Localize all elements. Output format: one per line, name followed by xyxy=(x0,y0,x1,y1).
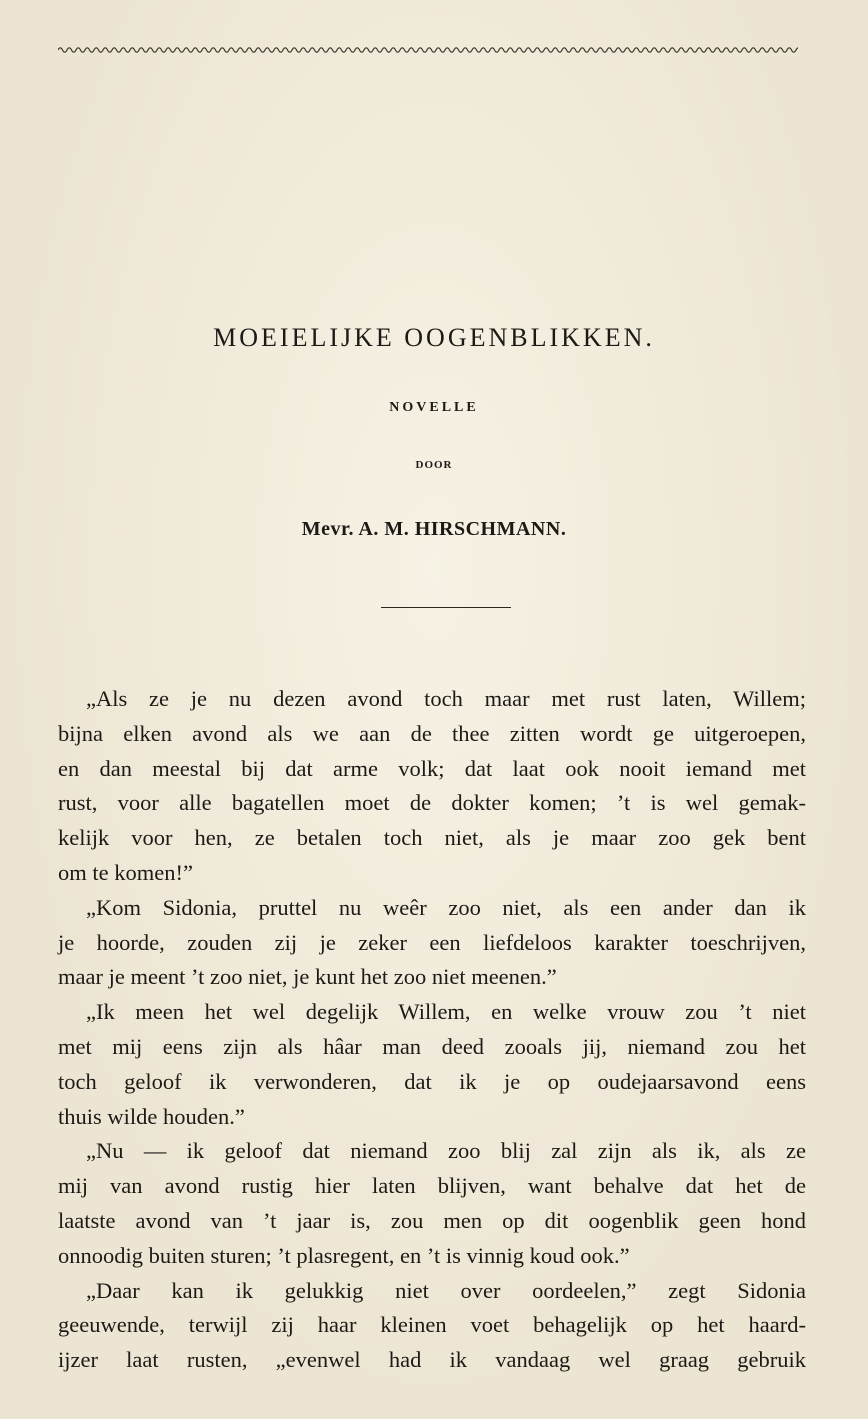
byline-label: DOOR xyxy=(415,459,453,471)
paragraph xyxy=(58,1274,806,1378)
text-line: maar je meent ’t zoo niet, je kunt het zoo niet meenen.” xyxy=(58,964,557,990)
text-line: onnoodig buiten sturen; ’t plasregent, en ’t is vinnig koud ook.” xyxy=(58,1242,630,1268)
paragraph xyxy=(58,995,806,1134)
text-line: „Kom Sidonia, pruttel nu weêr zoo niet, als een ander dan ik xyxy=(86,894,806,920)
paragraph xyxy=(58,1134,806,1273)
text-line: thuis wilde houden.” xyxy=(58,1103,245,1129)
text-line: „Als ze je nu dezen avond toch maar met rust laten, Willem; xyxy=(86,686,806,711)
text-line: toch geloof ik verwonderen, dat ik je op oudejaarsavond eens xyxy=(58,1068,806,1094)
author-name: Mevr. A. M. HIRSCHMANN. xyxy=(301,518,567,540)
text-line: en dan meestal bij dat arme volk; dat laat ook nooit iemand met xyxy=(58,755,806,781)
text-line: ijzer laat rusten, „evenwel had ik vandaag wel graag gebruik xyxy=(58,1347,806,1373)
genre-label: NOVELLE xyxy=(389,400,479,415)
chapter-title: MOEIELIJKE OOGENBLIKKEN. xyxy=(213,323,655,352)
text-line: „Daar kan ik gelukkig niet over oordeelen,” zegt Sidonia xyxy=(86,1277,806,1303)
text-line: mij van avond rustig hier laten blijven, want behalve dat het de xyxy=(58,1173,806,1199)
text-line: kelijk voor hen, ze betalen toch niet, als je maar zoo gek bent xyxy=(58,825,806,851)
text-line: bijna elken avond als we aan de thee zitten wordt ge uitgeroepen, xyxy=(58,720,806,746)
text-line: met mij eens zijn als hâar man deed zooals jij, niemand zou het xyxy=(58,1033,806,1059)
text-line: geeuwende, terwijl zij haar kleinen voet behagelijk op het haard- xyxy=(58,1312,806,1338)
paragraph xyxy=(58,682,806,891)
paragraph xyxy=(58,891,806,995)
separator-rule xyxy=(381,607,511,608)
text-line: laatste avond van ’t jaar is, zou men op dit oogenblik geen hond xyxy=(58,1207,806,1233)
text-line: „Ik meen het wel degelijk Willem, en welke vrouw zou ’t niet xyxy=(86,999,806,1025)
text-line: „Nu — ik geloof dat niemand zoo blij zal zijn als ik, als ze xyxy=(86,1138,806,1164)
wavy-header-rule xyxy=(58,44,798,56)
story-text xyxy=(58,682,806,1378)
text-line: om te komen!” xyxy=(58,859,193,885)
text-line: rust, voor alle bagatellen moet de dokter komen; ’t is wel gemak- xyxy=(58,790,806,816)
text-line: je hoorde, zouden zij je zeker een liefdeloos karakter toeschrijven, xyxy=(58,929,806,955)
